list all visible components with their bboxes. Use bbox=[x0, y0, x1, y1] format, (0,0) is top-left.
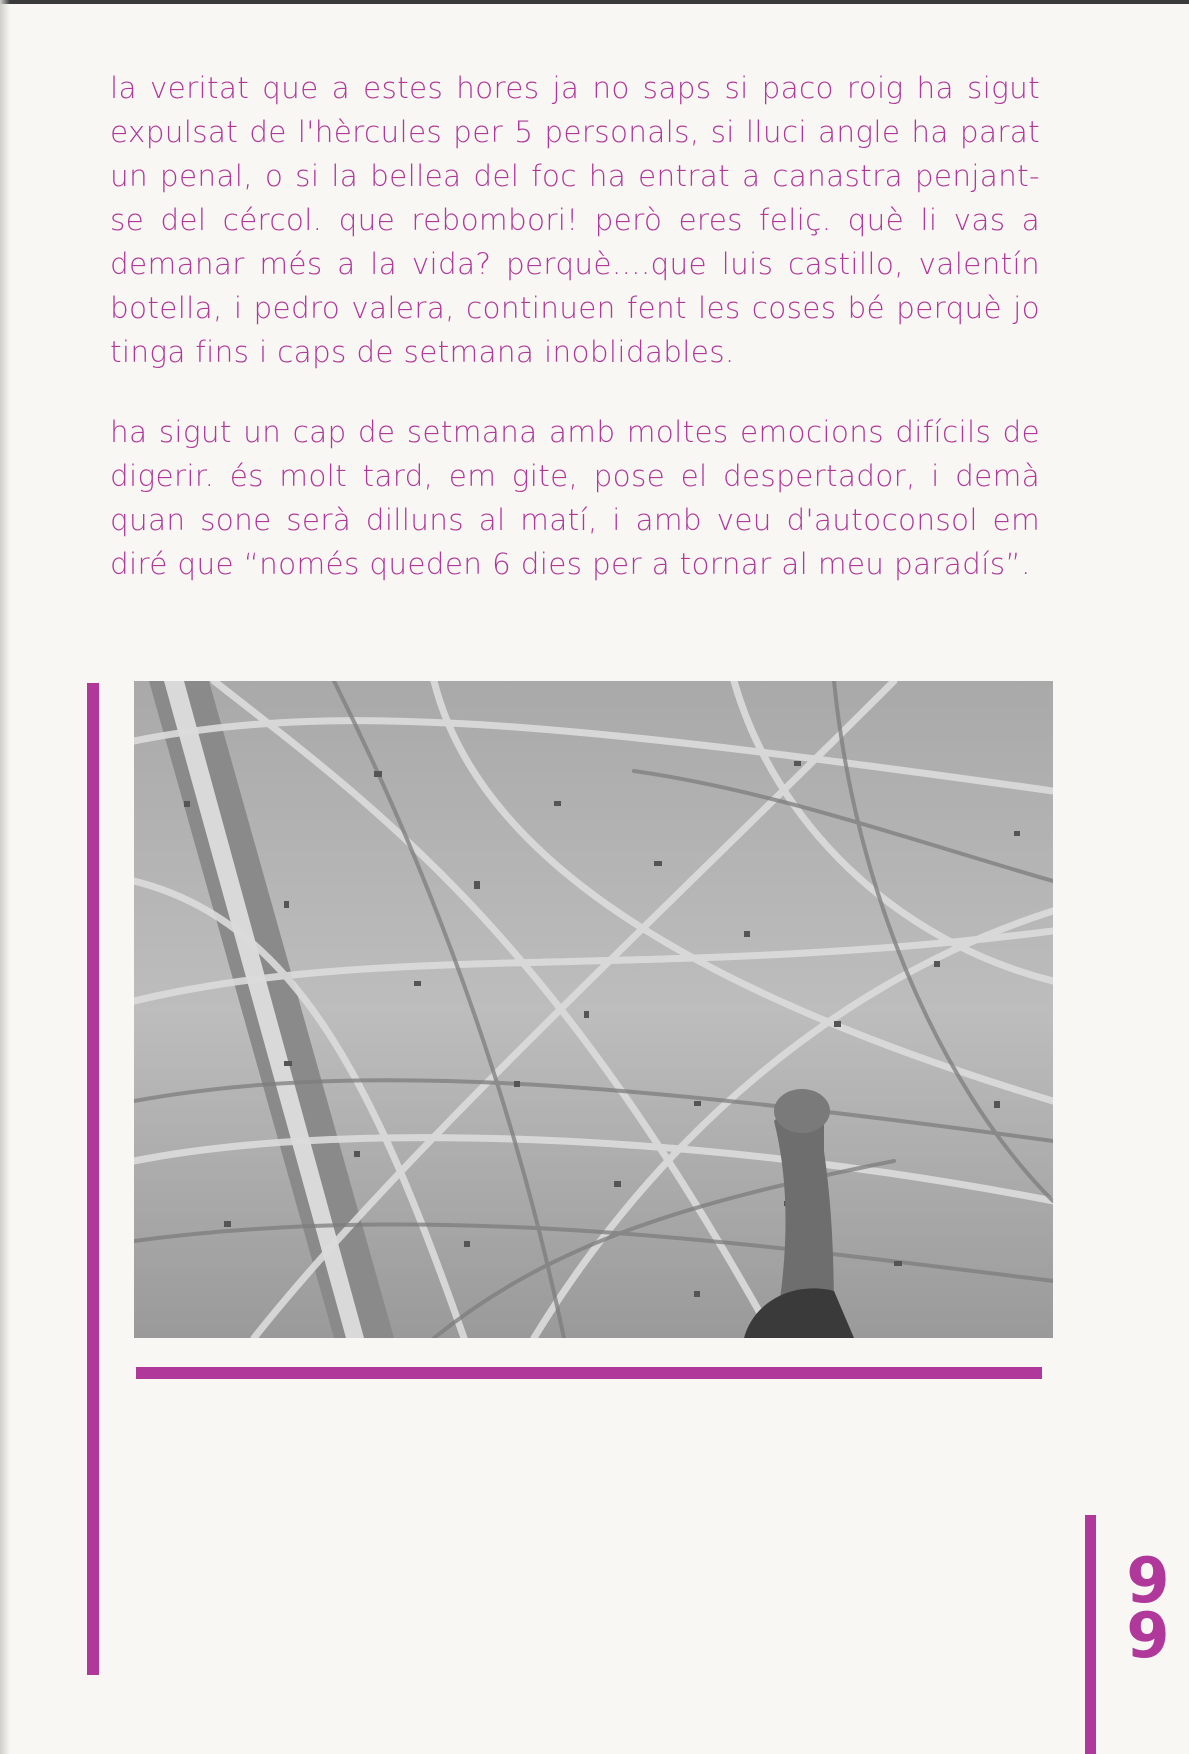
body-paragraph-1: la veritat que a estes hores ja no saps si paco roig ha sigut expulsat de l'hèrcules per 5 personals, si lluci angle ha parat un penal, o si la bellea del foc ha entrat a canastra penjant-se del cércol. que rebombori! però eres feliç. què li vas a demanar més a la vida? perquè....que luis castillo, valentín botella, i pedro valera, continuen fent les coses bé perquè jo tinga fins i caps de setmana inoblidables. bbox=[110, 71, 1040, 369]
body-paragraph-2: ha sigut un cap de setmana amb moltes emocions difícils de digerir. és molt tard, em gite, pose el despertador, i demà quan sone serà dilluns al matí, i amb veu d'autoconsol em diré que “només queden 6 dies per a tornar al meu paradís”. bbox=[110, 415, 1040, 581]
binding-shadow bbox=[0, 0, 10, 1754]
page-number-bar bbox=[1085, 1515, 1096, 1754]
confetti-photo bbox=[134, 681, 1053, 1338]
page-number-digit-2: 9 bbox=[1126, 1599, 1170, 1672]
left-accent-bar bbox=[87, 683, 99, 1675]
confetti-streamers-photo-icon bbox=[134, 681, 1053, 1338]
page-number-digit-1: 9 bbox=[1126, 1544, 1170, 1617]
top-edge-rule bbox=[0, 0, 1189, 4]
bottom-accent-bar bbox=[136, 1367, 1042, 1379]
